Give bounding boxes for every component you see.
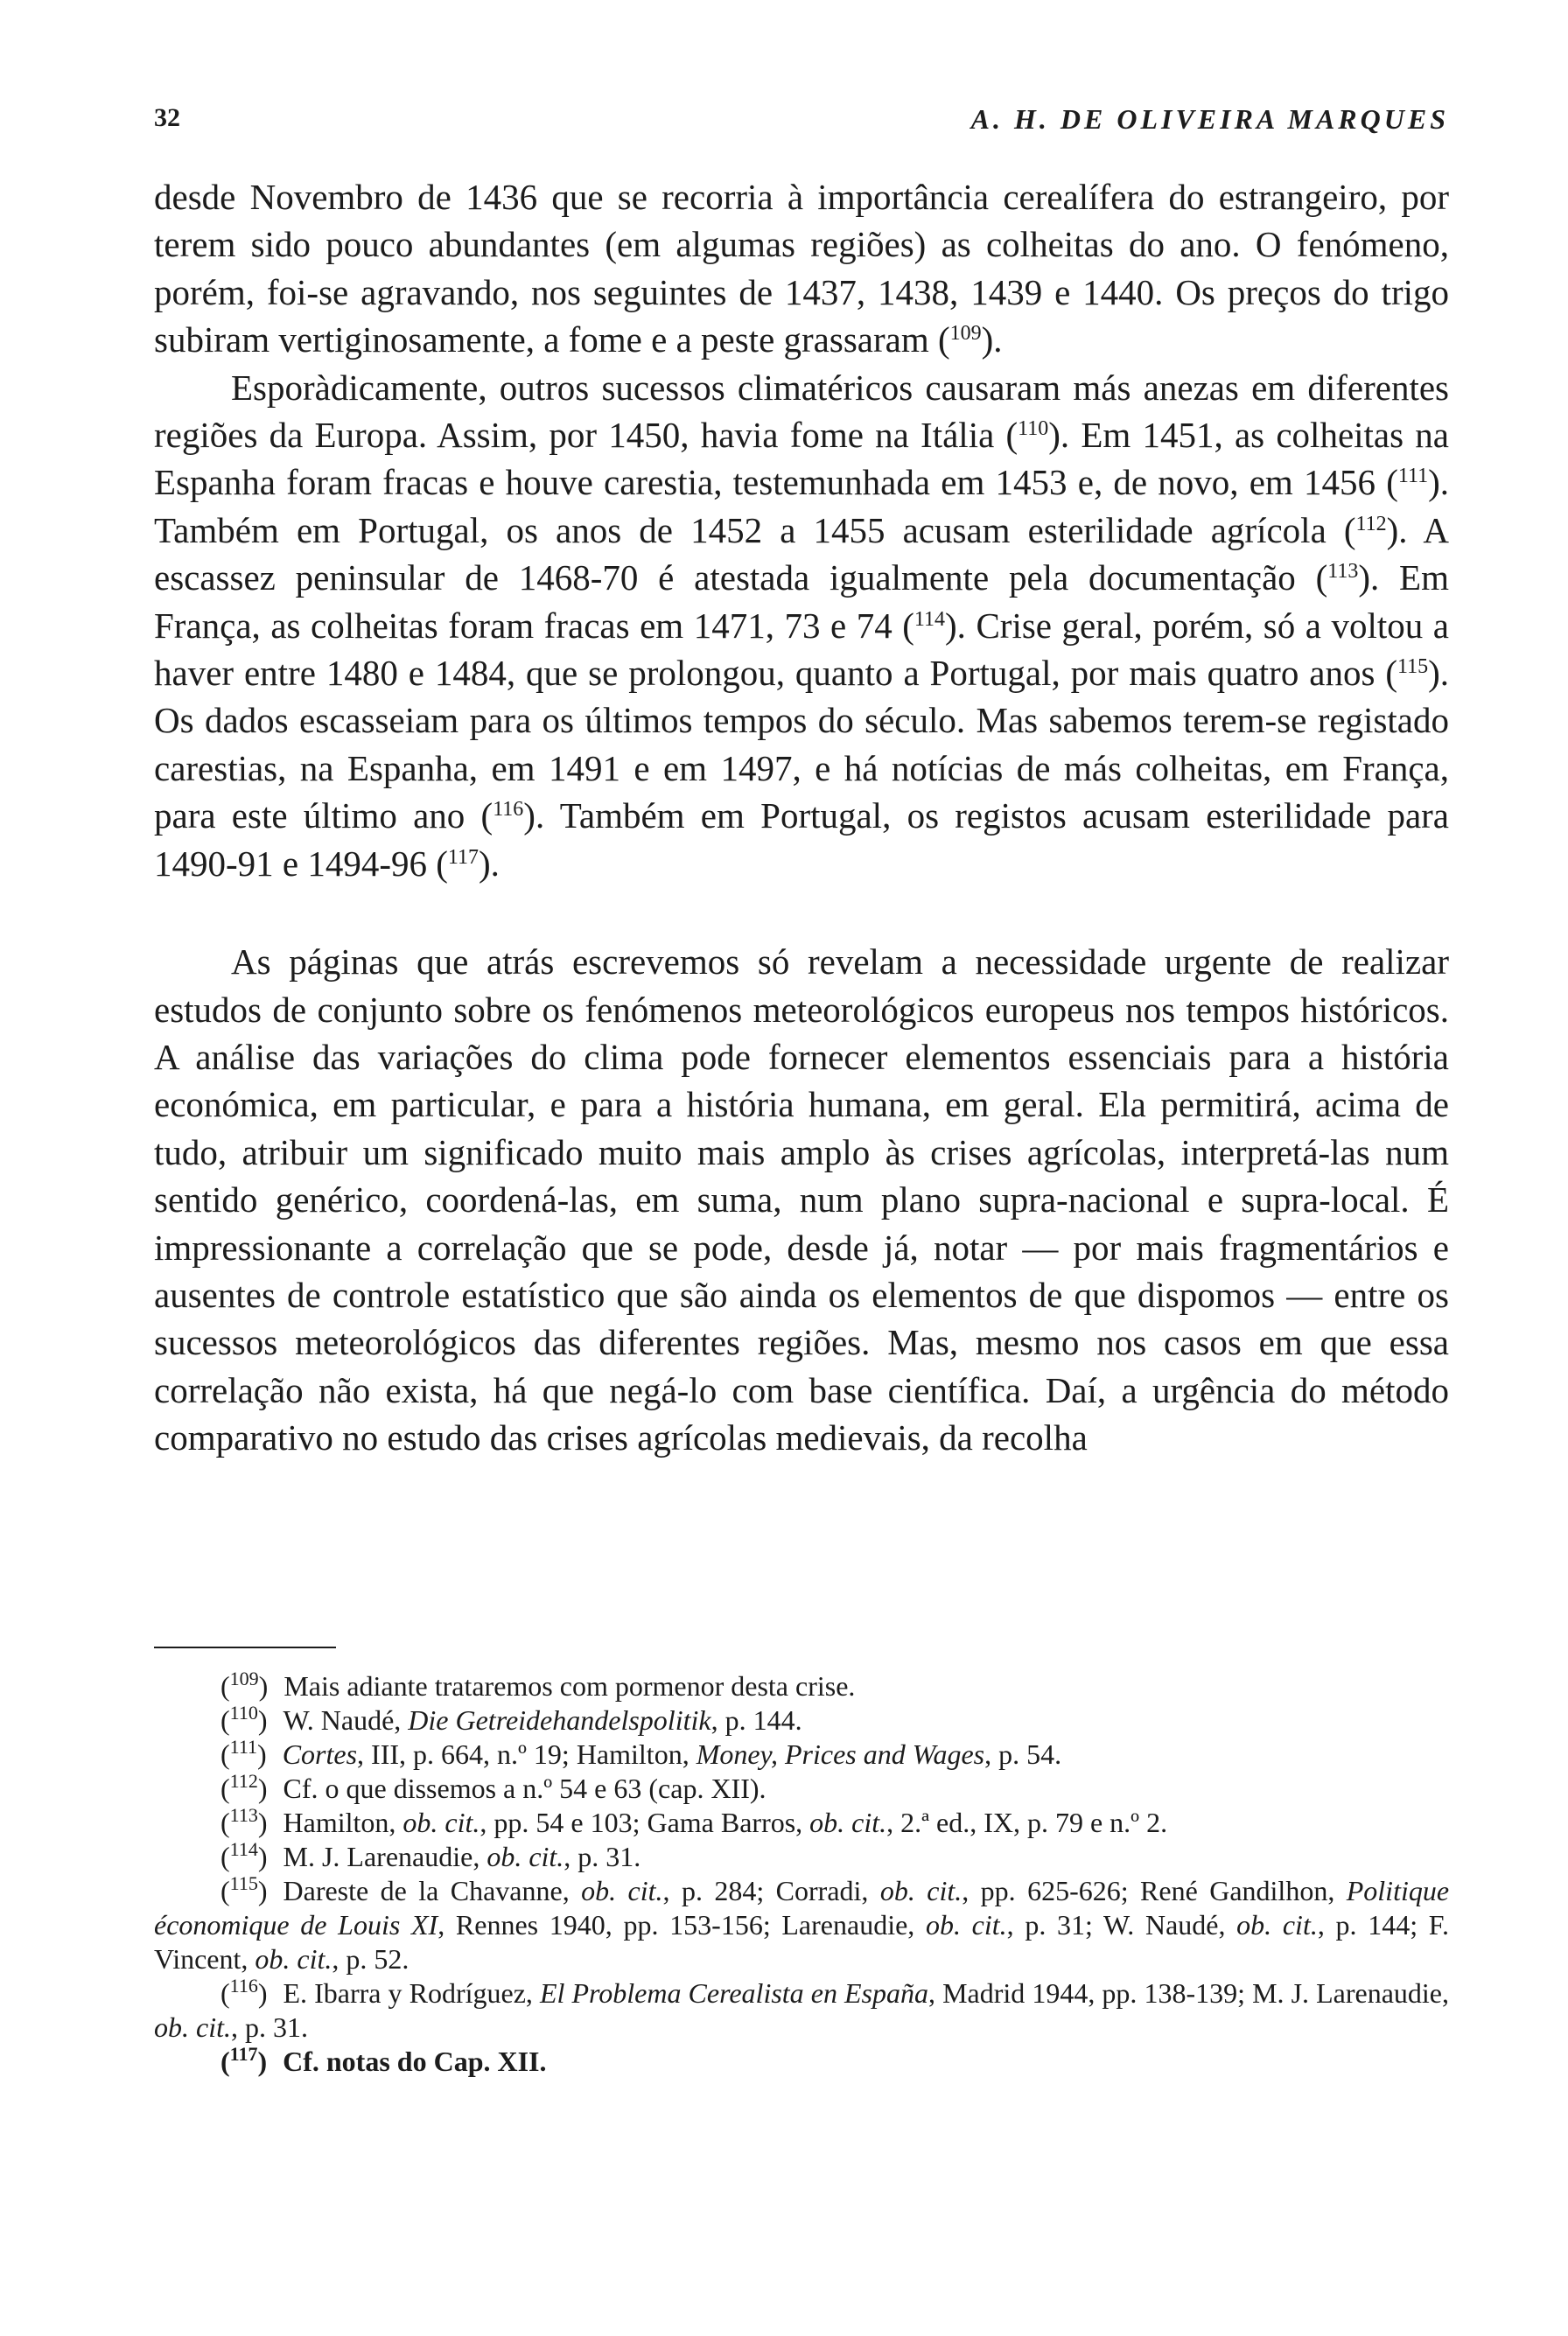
footnote-text: , III, p. 664, n.º 19; Hamilton,	[357, 1738, 696, 1770]
footnote-text: , p. 31.	[564, 1841, 641, 1872]
footnote	[154, 1738, 1449, 1772]
paragraph-text: ). Em França, as colheitas foram fracas em 1471, 73 e 74 (	[154, 557, 1449, 646]
footnote-text: , p. 54.	[984, 1738, 1062, 1770]
footnote-text: W. Naudé,	[283, 1704, 409, 1736]
footnote	[154, 1772, 1449, 1806]
paragraph-text: ). Crise geral, porém, só a voltou a haver entre 1480 e 1484, que se prolongou, quanto a Portugal, por mais quatro anos (	[154, 605, 1450, 694]
footnote-title: ob. cit.	[879, 1875, 962, 1906]
paragraph-text: ). Em 1451, as colheitas na Espanha foram fracas e houve carestia, testemunhada em 1453 e, de novo, em 1456 (	[154, 415, 1449, 503]
footnote-text: Mais adiante trataremos com pormenor desta crise.	[284, 1670, 856, 1702]
body-text	[154, 173, 1449, 1462]
footnote-text: , 2.ª ed., IX, p. 79 e n.º 2.	[886, 1807, 1168, 1838]
paragraph-text: desde Novembro de 1436 que se recorria à importância cerealífera do estrangeiro, por terem sido pouco abundantes (em algumas regiões) as colheitas do ano. O fenómeno, porém, foi-se agravando, nos seguintes de 1437, 1438, 1439 e 1440. Os preços do trigo subiram vertiginosamente, a fome e a peste grassaram (	[154, 177, 1449, 360]
footnote-reference: 112	[1355, 512, 1387, 535]
paragraph-text: ). A escassez peninsular de 1468-70 é atestada igualmente pela documentação (	[154, 509, 1449, 598]
paragraph-text: ).	[981, 319, 1003, 360]
footnotes	[154, 1669, 1449, 2079]
footnote-text: , p. 144.	[710, 1704, 802, 1736]
footnote	[154, 1976, 1449, 2045]
footnote	[154, 1703, 1449, 1738]
footnote-number: ($^{111}$)	[220, 1736, 267, 1770]
footnote-reference: 114	[914, 607, 946, 631]
footnote-text: , p. 31; W. Naudé,	[1006, 1909, 1237, 1941]
footnote-title: Money, Prices and Wages	[696, 1738, 985, 1770]
footnote-text: Dareste de la Chavanne,	[283, 1875, 582, 1906]
footnote-number: ($^{112}$)	[220, 1770, 268, 1804]
footnote-reference: 110	[1018, 417, 1049, 441]
footnote-title: ob. cit.	[402, 1807, 480, 1838]
footnote-text: , p. 284; Corradi,	[662, 1875, 880, 1906]
footnote-number: ($^{115}$)	[220, 1872, 268, 1906]
page-number: 32	[154, 103, 180, 132]
paragraph-text: ). Também em Portugal, os registos acusam esterilidade para 1490-91 e 1494-96 (	[154, 795, 1449, 884]
footnote-text: E. Ibarra y Rodríguez,	[283, 1977, 540, 2009]
footnote-reference: 111	[1397, 465, 1429, 488]
footnote-title: ob. cit.	[1236, 1909, 1318, 1941]
footnote-text: , p. 52.	[332, 1943, 410, 1975]
footnote-title: Die Getreidehandelspolitik	[408, 1704, 711, 1736]
footnote-text: Cf. o que dissemos a n.º 54 e 63 (cap. XII).	[283, 1773, 766, 1804]
footnote	[154, 2045, 1449, 2079]
footnote-title: ob. cit.	[486, 1841, 564, 1872]
footnote-text: , p. 31.	[230, 2011, 308, 2043]
footnote-text: M. J. Larenaudie,	[283, 1841, 487, 1872]
footnote-text: , Madrid 1944, pp. 138-139; M. J. Larenaudie,	[928, 1977, 1450, 2009]
footnote-reference: 117	[447, 845, 480, 869]
footnote	[154, 1840, 1449, 1874]
footnote-title: ob. cit.	[255, 1943, 332, 1975]
footnote-title: Politique économique de Louis XI	[154, 1875, 1450, 1941]
footnote-text: , Rennes 1940, pp. 153-156; Larenaudie,	[438, 1909, 926, 1941]
paragraph-text: ). Os dados escasseiam para os últimos tempos do século. Mas sabemos terem-se registado carestias, na Espanha, em 1491 e em 1497, e há notícias de más colheitas, em França, para este último ano (	[154, 653, 1449, 836]
paragraph	[154, 938, 1449, 1461]
footnote-number: ($^{114}$)	[220, 1838, 268, 1872]
footnote-title: ob. cit.	[925, 1909, 1007, 1941]
footnote-text: , pp. 625-626; René Gandilhon,	[962, 1875, 1347, 1906]
footnote-number: ($^{117}$)	[220, 2043, 268, 2077]
footnote-text: Hamilton,	[283, 1807, 403, 1838]
footnote-text: Cf. notas do Cap. XII.	[283, 2046, 547, 2077]
paragraph-text: ). Também em Portugal, os anos de 1452 a 1455 acusam esterilidade agrícola (	[154, 462, 1449, 550]
paragraph	[154, 364, 1449, 887]
footnote	[154, 1806, 1449, 1840]
footnote-reference: 116	[493, 798, 524, 822]
footnote-number: ($^{110}$)	[220, 1702, 268, 1736]
footnote-number: ($^{113}$)	[220, 1804, 268, 1838]
footnote-reference: 109	[949, 322, 982, 346]
footnote-title: ob. cit.	[154, 2011, 231, 2043]
footnote-number: ($^{109}$)	[220, 1668, 269, 1702]
footnote-reference: 113	[1327, 560, 1359, 584]
footnote-title: El Problema Cerealista en España	[539, 1977, 929, 2009]
footnote-number: ($^{116}$)	[220, 1975, 268, 2009]
paragraph-text: As páginas que atrás escrevemos só revelam a necessidade urgente de realizar estudos de conjunto sobre os fenómenos meteorológicos europeus nos tempos históricos. A análise das variações do clima pode fornecer elementos essenciais para a história económica, em particular, e para a história humana, em geral. Ela permitirá, acima de tudo, atribuir um significado muito mais amplo às crises agrícolas, interpretá-las num sentido genérico, coordená-las, em suma, num plano supra-nacional e supra-local. É impressionante a correlação que se pode, desde já, notar — por mais fragmentários e ausentes de controle estatístico que são ainda os elementos de que dispomos — entre os sucessos meteorológicos das diferentes regiões. Mas, mesmo nos casos em que essa correlação não exista, há que negá-lo com base científica. Daí, a urgência do método comparativo no estudo das crises agrícolas medievais, da recolha	[154, 941, 1449, 1458]
footnote-title: ob. cit.	[809, 1807, 887, 1838]
section-break	[154, 887, 1449, 938]
footnote-text: , pp. 54 e 103; Gama Barros,	[480, 1807, 810, 1838]
footnote-title: Cortes	[282, 1738, 358, 1770]
running-head: A. H. DE OLIVEIRA MARQUES	[970, 103, 1449, 135]
paragraph	[154, 173, 1449, 364]
paragraph-text: Esporàdicamente, outros sucessos climatéricos causaram más anezas em diferentes regiões da Europa. Assim, por 1450, havia fome na Itália (	[154, 367, 1449, 456]
footnote	[154, 1874, 1449, 1976]
footnote-reference: 115	[1396, 655, 1429, 679]
footnote-title: ob. cit.	[581, 1875, 663, 1906]
paragraph-text: ).	[479, 843, 500, 884]
footnote-divider	[154, 1647, 336, 1648]
footnote	[154, 1669, 1449, 1703]
footnote-text: , p. 144; F. Vincent,	[154, 1909, 1450, 1975]
